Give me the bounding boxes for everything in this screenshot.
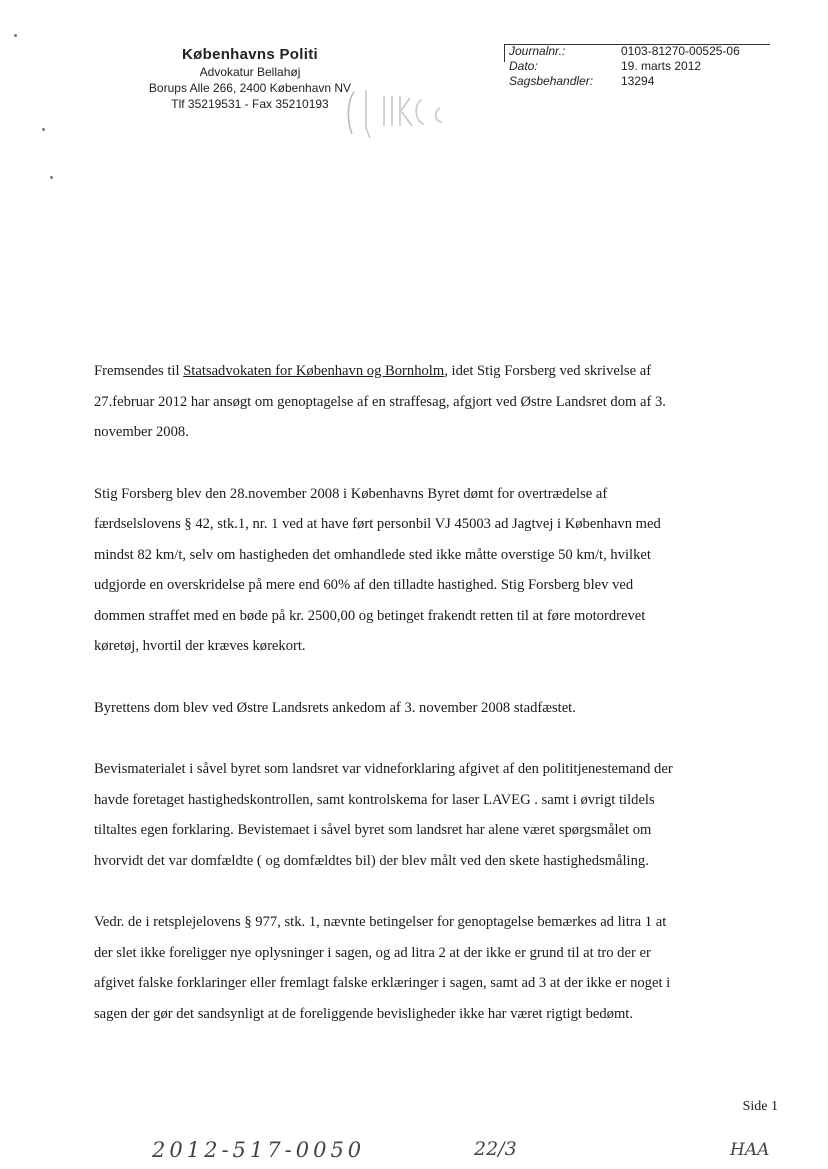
sender-block [120,46,380,112]
journal-number-value: 0103-81270-00525-06 [621,44,740,58]
letter-body [94,356,684,1060]
journal-number-label: Journalnr.: [509,44,566,58]
paragraph-evidence: Bevismaterialet i såvel byret som landsret var vidneforklaring afgivet af den polititjenestemand der havde foretaget hastighedskontrollen, samt kontrolskema for laser LAVEG . samt i øvrigt tildels tiltaltes egen forklaring. Bevistemaet i såvel byret som landsret har alene været spørgsmålet om hvorvidt det var domfældte ( og domfældtes bil) der blev målt ved den skete hastighedsmåling. [94,761,673,869]
paragraph-judgment: Stig Forsberg blev den 28.november 2008 i Københavns Byret dømt for overtrædelse af færdselslovens § 42, stk.1, nr. 1 ved at have ført personbil VJ 45003 ad Jagtvej i København med mindst 82 km/t, selv om hastigheden det omhandlede sted ikke måtte overstige 50 km/t, hvilket udgjorde en overskridelse på mere end 60% af den tilladte hastighed. Stig Forsberg blev ved dommen straffet med en bøde på kr. 2500,00 og betinget frakendt retten til at føre motordrevet køretøj, hvortil der kræves kørekort. [94,485,661,654]
journal-number-row [504,44,770,59]
case-officer-value: 13294 [621,74,655,88]
paragraph-forwarding [94,356,684,448]
scan-speck [14,34,17,37]
case-officer-label: Sagsbehandler: [509,74,594,88]
faint-stamp-mark [344,88,464,146]
page-number: Side 1 [742,1099,778,1114]
recipient-statsadvokaten: Statsadvokaten for København og Bornholm [183,363,445,379]
case-officer-row [504,74,770,89]
date-row [504,59,770,74]
paragraph-conditions: Vedr. de i retsplejelovens § 977, stk. 1, nævnte betingelser for genoptagelse bemærkes ad litra 1 at der slet ikke foreligger nye oplysninger i sagen, og ad litra 2 at der ikke er grund til at tro der er afgivet falske forklaringer eller fremlagt falske erklæringer i sagen, samt ad 3 at der ikke er noget i sagen der gør det sandsynligt at de foreliggende bevisligheder ikke har været rigtigt bedømt. [94,914,671,1022]
sender-contact: Tlf 35219531 - Fax 35210193 [171,97,329,111]
metadata-rule-vertical [504,44,505,62]
sender-address: Borups Alle 266, 2400 København NV [148,81,352,95]
date-value: 19. marts 2012 [621,59,702,73]
handwritten-mark: 22/3 [474,1138,517,1160]
paragraph-forwarding-rest: , idet Stig Forsberg ved skrivelse af 27.februar 2012 har ansøgt om genoptagelse af en straffesag, afgjort ved Østre Landsret dom af 3. november 2008. [94,363,666,440]
scan-speck [42,128,45,131]
scan-speck [50,176,53,179]
paragraph-appeal: Byrettens dom blev ved Østre Landsrets ankedom af 3. november 2008 stadfæstet. [94,699,576,716]
handwritten-initials: HAA [730,1140,770,1160]
metadata-rule [504,44,770,45]
sender-organisation: Københavns Politi [182,46,318,63]
paragraph-forwarding-lead: Fremsendes til [94,363,184,379]
case-metadata [504,44,770,89]
sender-unit: Advokatur Bellahøj [199,65,301,79]
date-label: Dato: [509,59,538,73]
handwritten-reference: 2012-517-0050 [152,1138,366,1162]
